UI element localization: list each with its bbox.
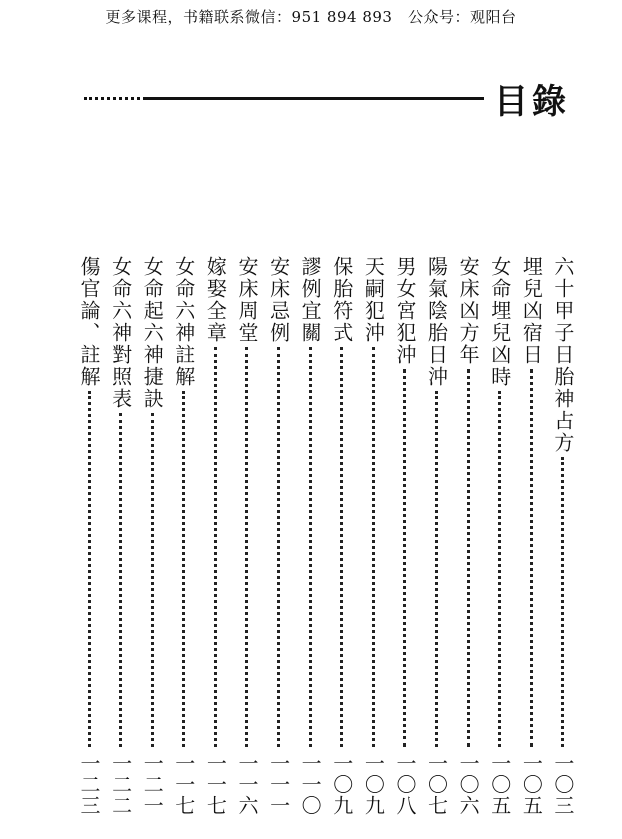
toc-entry[interactable] [392,256,418,816]
dot-leader [435,391,438,747]
toc-entry-page: 一〇九 [329,753,354,816]
toc-entry-title: 嫁娶全章 [203,256,228,344]
toc-entry[interactable] [424,256,450,816]
toc-entry-page: 一〇六 [456,753,481,816]
toc-entry-title: 天嗣犯沖 [361,256,386,344]
contact-banner: 更多课程，书籍联系微信：951 894 893 公众号：观阳台 [105,8,517,26]
toc-entry-page: 一一七 [171,753,196,816]
toc-entry[interactable] [234,256,260,816]
toc-entry[interactable] [171,256,197,816]
page-title: 目錄 [494,82,570,122]
toc-entry-page: 一一六 [234,753,259,816]
dot-leader [498,391,501,747]
toc-entry[interactable] [108,256,134,816]
toc-entry[interactable] [139,256,165,816]
dot-leader [88,391,91,747]
toc-entry-page: 一一一 [266,753,291,816]
toc-entry-title: 六十甲子日胎神占方 [550,256,575,454]
toc-entry-page: 一二三 [77,753,101,816]
toc-entry-page: 一〇九 [361,753,386,816]
toc-entry-title: 保胎符式 [329,256,354,344]
toc-entry-page: 一〇五 [519,753,544,816]
toc-entry-page: 一一七 [203,753,228,816]
dot-leader [561,457,564,747]
table-of-contents [76,256,576,816]
dot-leader [214,347,217,747]
toc-entry-page: 一一〇 [298,753,323,816]
toc-entry[interactable] [297,256,323,816]
toc-entry-title: 傷官論、註解 [77,256,101,388]
dot-leader [467,369,470,747]
heading-solid-rule [144,97,484,100]
dot-leader [530,369,533,747]
dot-leader [151,413,154,747]
toc-entry-title: 女命起六神捷訣 [140,256,165,410]
toc-entry-page: 一二一 [140,753,165,816]
dot-leader [119,413,122,747]
toc-entry-title: 女命六神對照表 [108,256,133,410]
dot-leader [245,347,248,747]
toc-entry-title: 陽氣陰胎日沖 [424,256,449,388]
toc-entry[interactable] [360,256,386,816]
toc-entry-page: 一〇八 [392,753,417,816]
toc-entry[interactable] [76,256,102,816]
toc-entry[interactable] [550,256,576,816]
dot-leader [277,347,280,747]
toc-entry-title: 安床周堂 [234,256,259,344]
toc-entry[interactable] [329,256,355,816]
toc-entry-page: 一二二 [108,753,133,816]
dot-leader [182,391,185,747]
dot-leader [309,347,312,747]
toc-entry-title: 女命埋兒凶時 [487,256,512,388]
toc-heading [84,74,570,124]
toc-entry-title: 女命六神註解 [171,256,196,388]
toc-entry-title: 安床忌例 [266,256,291,344]
toc-entry-title: 安床凶方年 [456,256,481,366]
toc-entry-title: 埋兒凶宿日 [519,256,544,366]
toc-entry[interactable] [518,256,544,816]
toc-entry[interactable] [202,256,228,816]
toc-entry[interactable] [487,256,513,816]
toc-entry[interactable] [455,256,481,816]
toc-entry-page: 一〇五 [487,753,512,816]
toc-entry[interactable] [266,256,292,816]
toc-entry-page: 一〇七 [424,753,449,816]
dot-leader [340,347,343,747]
toc-entry-title: 謬例宜關 [298,256,323,344]
dot-leader [372,347,375,747]
dot-leader [403,369,406,747]
toc-entry-page: 一〇三 [550,753,575,816]
toc-entry-title: 男女宮犯沖 [392,256,417,366]
